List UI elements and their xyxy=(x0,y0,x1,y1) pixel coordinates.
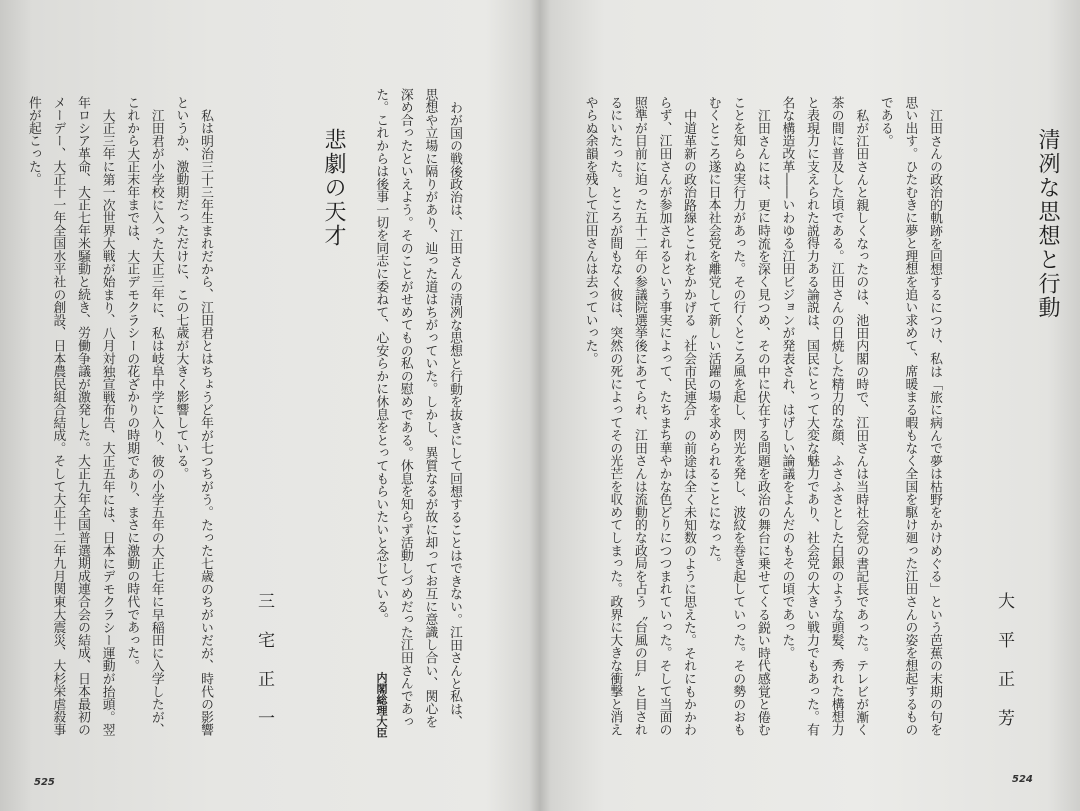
text-column: メーデー、大正十一年全国水平社の創設、日本農民組合結成。そして大正十二年九月関東大震災、大杉栄虐殺事 xyxy=(50,96,66,736)
text-column: と表現力に支えられた説得力ある論説は、国民にとって大変な魅力であり、社会党の大きい戦力でもあった。有 xyxy=(804,96,820,736)
text-column: これから大正末年までは、大正デモクラシーの花ざかりの時期であり、まさに激動の時代であった。 xyxy=(124,96,140,672)
text-column: 江田さんには、更に時流を深く見つめ、その中に伏在する問題を政治の舞台に乗せてくる鋭い時代感覚と倦む xyxy=(754,109,770,737)
author-role: 内閣総理大臣 xyxy=(375,672,388,738)
text-column: 茶の間に普及した頃である。江田さんの日焼した精力的な顔、ふさふさとした白銀のような頭髪、秀れた構想力 xyxy=(828,96,844,736)
text-column: 思想や立場に隔りがあり、辿った道はちがっていた。しかし、異質なるが故に却ってお互に意識し合い、関心を xyxy=(422,88,438,728)
text-column: ことを知らぬ実行力があった。その行くところ風を起し、閃光を発し、波紋を巻き起していった。その勢のおも xyxy=(730,96,746,736)
text-column: 江田さんの政治的軌跡を回想するにつけ、私は「旅に病んで夢は枯野をかけめぐる」という芭蕉の末期の句を xyxy=(927,109,942,737)
text-column: 思い出す。ひたむきに夢と理想を追い求めて、席暖まる暇もなく全国を駆け廻った江田さんの姿を想起するもの xyxy=(902,96,918,736)
text-column: である。 xyxy=(877,96,893,148)
page-number: 525 xyxy=(34,777,55,788)
article-author: 大平正芳 xyxy=(994,592,1014,748)
text-column: 深め合ったといえよう。そのことがせめてもの私の慰めである。休息を知らず活動しづめだった江田さんであっ xyxy=(397,88,413,728)
text-column: 私は明治三十三年生まれだから、江田君とはちょうど年が七つちがう。たった七歳のちがいだが、時代の影響 xyxy=(198,109,213,737)
text-column: 大正三年に第一次世界大戦が始まり、八月対独宣戦布告、大正五年には、日本にデモクラシー運動が抬頭。翌 xyxy=(99,109,115,737)
text-column: 年ロシア革命、大正七年米騒動と続き、労働争議が激発した。大正九年全国普選期成連合会の結成、日本最初の xyxy=(75,96,91,736)
text-column: 江田君が小学校に入った大正三年に、私は岐阜中学に入り、彼の小学五年の大正七年に早稲田に入学したが、 xyxy=(148,109,164,737)
text-column: 照準が目前に迫った五十二年の参議院選挙後にあてられ、江田さんは流動的な政局を占う〝台風の目〟と目され xyxy=(631,96,647,736)
text-column: 件が起こった。 xyxy=(25,96,41,186)
article-title: 悲劇の天才 xyxy=(321,128,346,248)
text-column: るにいたった。ところが間もなく彼は、突然の死によってその光芒を収めてしまった。政界に大きな衝撃と消え xyxy=(607,96,623,736)
text-column: というか、激動期だっただけに、この七歳が大きく影響している。 xyxy=(173,96,189,480)
article-body xyxy=(577,96,946,756)
text-column: むくところ遂に日本社会党を離党して新しい活躍の場を求められることになった。 xyxy=(705,96,721,570)
text-column: 名な構造改革――いわゆる江田ビジョンが発表され、はげしい論議をよんだのもその頃であった。 xyxy=(779,96,795,660)
text-column: わが国の戦後政治は、江田さんの清冽な思想と行動を抜きにして回想することはできない。江田さんと私は、 xyxy=(447,101,462,729)
previous-article-closing xyxy=(368,88,466,748)
right-page xyxy=(540,0,1080,811)
text-column: らず、江田さんが参加されるという事実によって、たちまち華やかな色どりにつつまれていった。そして当面の xyxy=(656,96,672,736)
text-column: 私が江田さんと親しくなったのは、池田内閣の時で、江田さんは当時社会党の書記長であった。テレビが漸く xyxy=(853,109,869,737)
article-author: 三宅正一 xyxy=(254,592,274,748)
text-column: やらぬ余韻を残して江田さんは去っていった。 xyxy=(582,96,598,365)
text-column: た。これからは後事一切を同志に委ねて、心安らかに休息をとってもらいたいと念じている。 xyxy=(373,88,389,626)
page-number: 524 xyxy=(1012,774,1033,785)
text-column: 中道革新の政治路線とこれをかかげる〝社会市民連合〟の前途は全く未知数のように思えた。それにもかかわ xyxy=(681,109,697,737)
article-title: 清冽な思想と行動 xyxy=(1035,128,1060,320)
article-body xyxy=(20,96,217,756)
